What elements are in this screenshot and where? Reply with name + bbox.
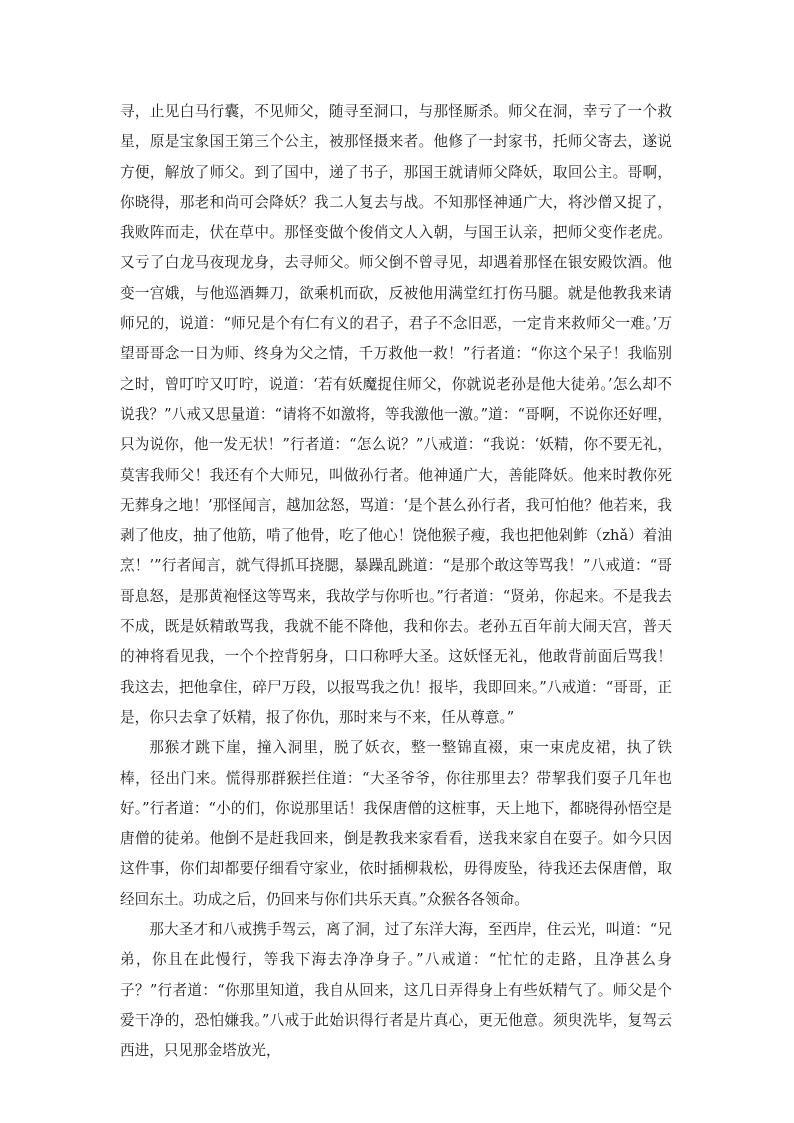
paragraph-3: 那大圣才和八戒携手驾云，离了洞，过了东洋大海，至西岸，住云光，叫道：“兄弟，你且在此慢行，等我下海去净净身子。”八戒道：“忙忙的走路，且净甚么身子？”行者道：“你那里知道，我自从回来，这几日弄得身上有些妖精气了。师父是个爱干净的，恐怕嫌我。”八戒于此始识得行者是片真心，更无他意。须臾洗毕，复驾云西进，只见那金塔放光，: [120, 921, 672, 1060]
paragraph-2: 那猴才跳下崖，撞入洞里，脱了妖衣，整一整锦直裰，束一束虎皮裙，执了铁棒，径出门来。慌得那群猴拦住道：“大圣爷爷，你往那里去？带挈我们耍子几年也好。”行者道：“小的们，你说那里话！我保唐僧的这桩事，天上地下，都晓得孙悟空是唐僧的徒弟。他倒不是赶我回来，倒是教我来家看看，送我来家自在耍子。如今只因这件事，你们却都要仔细看守家业，依时插柳栽松，毋得废坠，待我还去保唐僧，取经回东土。功成之后，仍回来与你们共乐天真。”众猴各各领命。: [120, 739, 672, 908]
paragraph-1: 寻，止见白马行囊，不见师父，随寻至洞口，与那怪厮杀。师父在洞，幸亏了一个救星，原是宝象国王第三个公主，被那怪摄来者。他修了一封家书，托师父寄去，遂说方便，解放了师父。到了国中，递了书子，那国王就请师父降妖，取回公主。哥啊，你晓得，那老和尚可会降妖？我二人复去与战。不知那怪神通广大，将沙僧又捉了，我败阵而走，伏在草中。那怪变做个俊俏文人入朝，与国王认亲，把师父变作老虎。又亏了白龙马夜现龙身，去寻师父。师父倒不曾寻见，却遇着那怪在银安殿饮酒。他变一宫娥，与他巡酒舞刀，欲乘机而砍，反被他用满堂红打伤马腿。就是他教我来请师兄的，说道：“师兄是个有仁有义的君子，君子不念旧恶，一定肯来救师父一难。’万望哥哥念一日为师、终身为父之情，千万救他一救！”行者道：“你这个呆子！我临别之时，曾叮咛又叮咛，说道：‘若有妖魔捉住师父，你就说老孙是他大徒弟。’怎么却不说我？”八戒又思量道：“请将不如激将，等我激他一激。”道：“哥啊，不说你还好哩，只为说你，他一发无状！”行者道：“怎么说？”八戒道：“我说：‘妖精，你不要无礼，莫害我师父！我还有个大师兄，叫做孙行者。他神通广大，善能降妖。他来时教你死无葬身之地！’那怪闻言，越加忿怒，骂道：‘是个甚么孙行者，我可怕他？他若来，我剥了他皮，抽了他筋，啃了他骨，吃了他心！饶他猴子瘦，我也把他剁鲊（zhǎ）着油烹！’”行者闻言，就气得抓耳挠腮，暴躁乱跳道：“是那个敢这等骂我！”八戒道：“哥哥息怒，是那黄袍怪这等骂来，我故学与你听也。”行者道：“贤弟，你起来。不是我去不成，既是妖精敢骂我，我就不能不降他，我和你去。老孙五百年前大闹天宫，普天的神将看见我，一个个控背躬身，口口称呼大圣。这妖怪无礼，他敢背前面后骂我！我这去，把他拿住，碎尸万段，以报骂我之仇！报毕，我即回来。”八戒道：“哥哥，正是，你只去拿了妖精，报了你仇，那时来与不来，任从尊意。”: [120, 103, 672, 726]
document-page: [120, 97, 672, 1067]
